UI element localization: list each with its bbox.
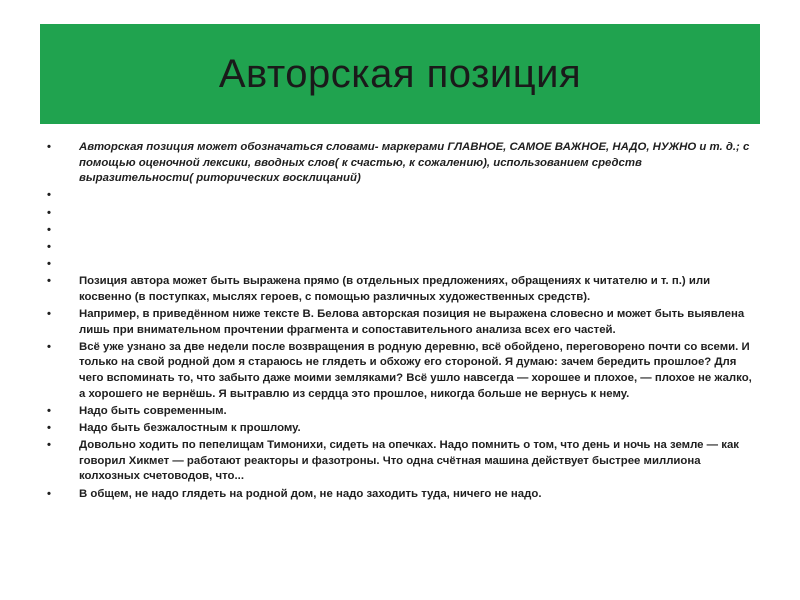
bullet-icon: • [47,189,51,202]
title-band [40,24,760,124]
bullet-icon: • [47,223,51,236]
empty-bullet-item [44,206,756,222]
bullet-text: Надо быть безжалостным к прошлому. [79,422,301,435]
bullet-text: Например, в приведённом ниже тексте В. Белова авторская позиция не выражена словесно и может быть выявлена лишь при внимательном прочтении фрагмента и сопоставительного анализа всех его частей. [79,308,745,336]
slide-content [44,140,756,504]
bullet-text: Авторская позиция может обозначаться словами- маркерами ГЛАВНОЕ, САМОЕ ВАЖНОЕ, НАДО, НУЖНО и т. д.; с помощью оценочной лексики, вводных слов( к счастью, к сожалению), использованием средств выразительности( риторических восклицаний) [79,141,750,185]
bullet-text: Довольно ходить по пепелищам Тимонихи, сидеть на опечках. Надо помнить о том, что день и ночь на земле — как говорил Хикмет — работают реакторы и фазотроны. Что одна счётная машина действует быстрее миллиона колхозных счетоводов, что... [79,439,739,483]
bullet-icon: • [47,404,51,417]
bullet-text: Всё уже узнано за две недели после возвращения в родную деревню, всё обойдено, переговорено почти со всеми. И только на свой родной дом я стараюсь не глядеть и обхожу его стороной. Я думаю: зачем бередить прошлое? Для чего вспоминать то, что забыто даже моими земляками? Всё ушло навсегда — хорошее и плохое, — плохое не жалко, а хорошего не вернёшь. Я вытравлю из сердца это прошлое, никогда больше не вернусь к нему. [79,340,752,400]
slide-title: Авторская позиция [218,51,582,96]
bullet-list [44,140,756,502]
bullet-icon: • [47,240,51,253]
bullet-item [44,307,756,338]
bullet-item [44,404,756,420]
bullet-icon: • [47,206,51,219]
bullet-item [44,340,756,402]
bullet-icon: • [47,308,51,321]
bullet-item [44,487,756,503]
bullet-icon: • [47,258,51,271]
empty-bullet-item [44,257,756,273]
bullet-item [44,274,756,305]
empty-bullet-item [44,223,756,239]
empty-bullet-item [44,240,756,256]
bullet-item [44,140,756,187]
bullet-icon: • [47,275,51,288]
bullet-item [44,421,756,437]
bullet-icon: • [47,141,51,153]
empty-bullet-item [44,188,756,204]
bullet-icon: • [47,340,51,353]
bullet-icon: • [47,487,51,500]
bullet-text: Позиция автора может быть выражена прямо (в отдельных предложениях, обращениях к читателю и т. п.) или косвенно (в поступках, мыслях героев, с помощью различных художественных средств). [79,275,711,303]
bullet-icon: • [47,422,51,435]
bullet-icon: • [47,439,51,452]
bullet-item [44,438,756,485]
bullet-text: Надо быть современным. [79,404,227,417]
bullet-text: В общем, не надо глядеть на родной дом, не надо заходить туда, ничего не надо. [79,487,542,500]
